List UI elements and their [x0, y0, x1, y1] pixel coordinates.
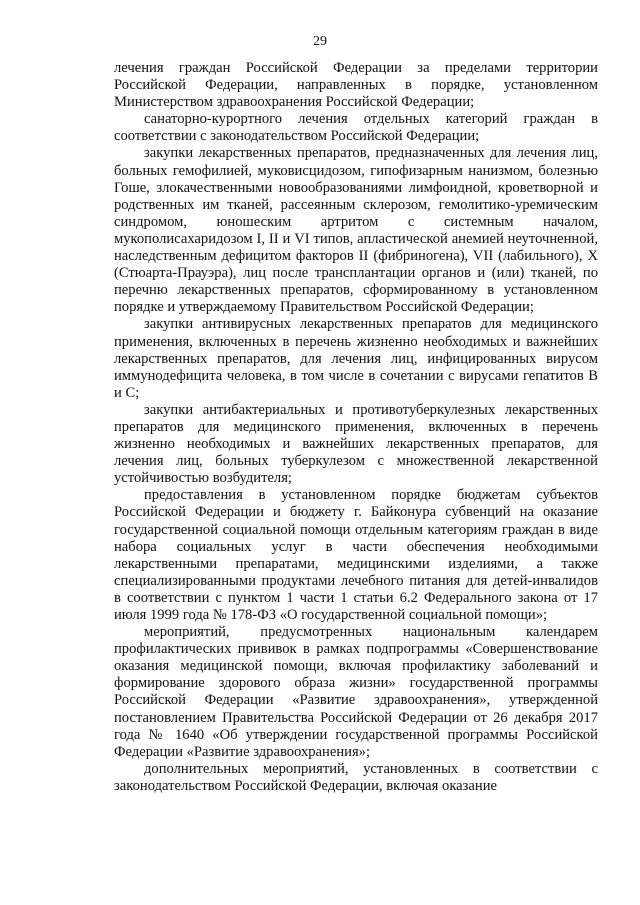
paragraph-continued: лечения граждан Российской Федерации за пределами территории Российской Федерации, направленных в порядке, установленном Министерством здравоохранения Российской Федерации;	[114, 60, 598, 111]
paragraph: закупки антивирусных лекарственных препаратов для медицинского применения, включенных в перечень жизненно необходимых и важнейших лекарственных препаратов, для лечения лиц, инфицированных вирусом иммунодефицита человека, в том числе в сочетании с вирусами гепатитов B и C;	[114, 316, 598, 401]
paragraph: закупки лекарственных препаратов, предназначенных для лечения лиц, больных гемофилией, муковисцидозом, гипофизарным нанизмом, болезнью Гоше, злокачественными новообразованиями лимфоидной, кроветворной и родственных им тканей, рассеянным склерозом, гемолитико-уремическим синдромом, юношеским артритом с системным началом, мукополисахаридозом I, II и VI типов, апластической анемией неуточненной, наследственным дефицитом факторов II (фибриногена), VII (лабильного), X (Стюарта-Прауэра), лиц после трансплантации органов и (или) тканей, по перечню лекарственных препаратов, сформированному в установленном порядке и утверждаемому Правительством Российской Федерации;	[114, 145, 598, 316]
body-text	[114, 60, 598, 795]
paragraph: предоставления в установленном порядке бюджетам субъектов Российской Федерации и бюджету г. Байконура субвенций на оказание государственной социальной помощи отдельным категориям граждан в виде набора социальных услуг в части обеспечения необходимыми лекарственными препаратами, медицинскими изделиями, а также специализированными продуктами лечебного питания для детей-инвалидов в соответствии с пунктом 1 части 1 статьи 6.2 Федерального закона от 17 июля 1999 года № 178-ФЗ «О государственной социальной помощи»;	[114, 487, 598, 623]
paragraph: дополнительных мероприятий, установленных в соответствии с законодательством Российской Федерации, включая оказание	[114, 760, 598, 794]
paragraph: мероприятий, предусмотренных национальным календарем профилактических прививок в рамках подпрограммы «Совершенствование оказания медицинской помощи, включая профилактику заболеваний и формирование здорового образа жизни» государственной программы Российской Федерации «Развитие здравоохранения», утвержденной постановлением Правительства Российской Федерации от 26 декабря 2017 года № 1640 «Об утверждении государственной программы Российской Федерации «Развитие здравоохранения»;	[114, 624, 598, 760]
paragraph: санаторно-курортного лечения отдельных категорий граждан в соответствии с законодательством Российской Федерации;	[114, 111, 598, 145]
paragraph: закупки антибактериальных и противотуберкулезных лекарственных препаратов для медицинского применения, включенных в перечень жизненно необходимых и важнейших лекарственных препаратов, для лечения лиц, больных туберкулезом с множественной лекарственной устойчивостью возбудителя;	[114, 401, 598, 487]
page-number: 29	[313, 34, 327, 49]
